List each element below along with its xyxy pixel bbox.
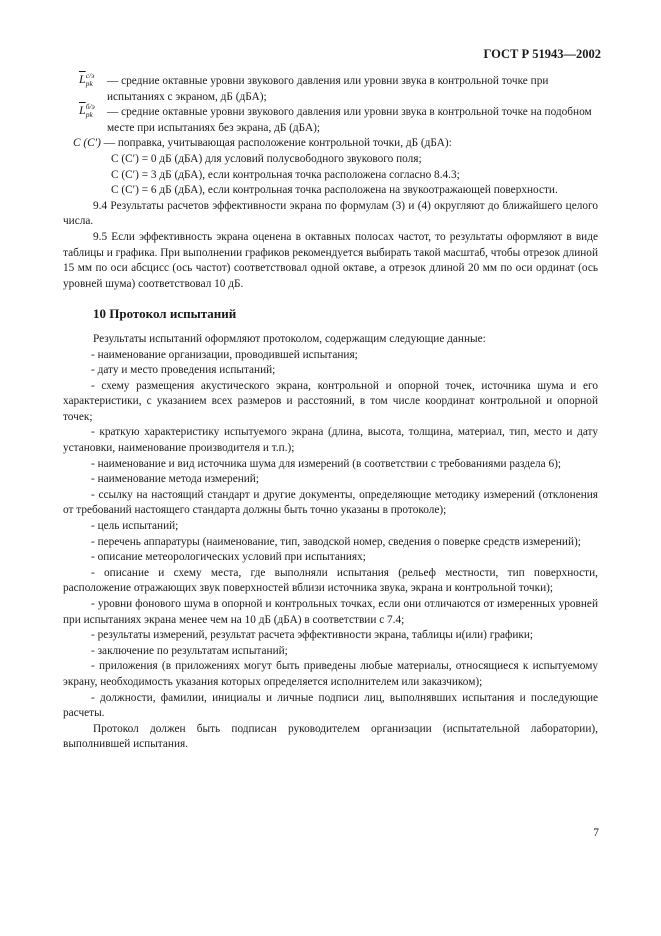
list-item: - схему размещения акустического экрана, контрольной и опорной точек, источника шума и его характеристики, с указанием всех размеров и расстояний, в том числе координат контрольной и опорной точек; bbox=[63, 379, 598, 423]
list-item: - ссылку на настоящий стандарт и другие документы, определяющие методику измерений (отклонения от требований настоящего стандарта должны быть точно указаны в протоколе); bbox=[63, 488, 598, 517]
definition-text: — средние октавные уровни звукового давления или уровни звука в контрольной точке при испытаниях с экраном, дБ (дБА); bbox=[107, 75, 549, 103]
list-item: - перечень аппаратуры (наименование, тип, заводской номер, сведения о поверке средств измерений); bbox=[91, 535, 581, 548]
c-value-line: C (C′) = 3 дБ (дБА), если контрольная точка расположена согласно 8.4.3; bbox=[111, 168, 460, 181]
intro-paragraph: Результаты испытаний оформляют протоколом, содержащим следующие данные: bbox=[93, 332, 486, 345]
paragraph-9-4: 9.4 Результаты расчетов эффективности экрана по формулам (3) и (4) округляют до ближайшего целого числа. bbox=[63, 199, 598, 228]
list-item: - описание метеорологических условий при испытаниях; bbox=[91, 551, 366, 564]
definition-c bbox=[63, 136, 598, 152]
definition-text: — поправка, учитывающая расположение контрольной точки, дБ (дБА): bbox=[103, 137, 452, 150]
list-item: - уровни фонового шума в опорной и контрольных точках, если они отличаются от измеренных уровней при испытаниях экрана менее чем на 10 дБ (дБА) в соответствии с 7.4; bbox=[63, 598, 598, 626]
list-item: - наименование метода измерений; bbox=[91, 473, 259, 486]
list-item: - описание и схему места, где выполняли испытания (рельеф местности, тип поверхности, расположение отражающих звук поверхностей вблизи источника звука, экрана и контрольной точки); bbox=[63, 566, 598, 595]
page-number: 7 bbox=[593, 827, 599, 839]
list-item: - приложения (в приложениях могут быть приведены любые материалы, относящиеся к испытуемому экрану, необходимость указания которых определяется исполнителем или заказчиком); bbox=[63, 660, 598, 688]
list-item: - должности, фамилии, инициалы и личные подписи лиц, выполнявших испытания и последующие расчеты. bbox=[63, 691, 598, 720]
list-item: - цель испытаний; bbox=[91, 520, 179, 533]
list-item: - заключение по результатам испытаний; bbox=[91, 644, 288, 657]
list-item: - результаты измерений, результат расчета эффективности экрана, таблицы и(или) графики; bbox=[91, 629, 534, 642]
list-item: - краткую характеристику испытуемого экрана (длина, высота, толщина, материал, тип, место и дату установки, наименование производителя и т.п.); bbox=[63, 426, 598, 455]
c-value-line: C (C′) = 6 дБ (дБА), если контрольная точка расположена на звукоотражающей поверхности. bbox=[111, 184, 558, 197]
list-item: - наименование организации, проводившей испытания; bbox=[91, 348, 358, 361]
symbol-l-without-screen: $\overline{L}$ б/э pk bbox=[79, 102, 95, 120]
symbol-c: C (C′) bbox=[73, 137, 101, 150]
paragraph-9-5: 9.5 Если эффективность экрана оценена в октавных полосах частот, то результаты оформляют в виде таблицы и графика. При выполнении графиков рекомендуется выбирать такой масштаб, чтобы отрезок длиной 15 мм по оси абсцисс (ось частот) соответствовал одной октаве, а отрезок длиной 20 мм по оси ординат (ось уровней шума) соответствовал 10 дБ. bbox=[63, 230, 598, 290]
standard-header: ГОСТ Р 51943—2002 bbox=[483, 47, 601, 61]
section-title: 10 Протокол испытаний bbox=[93, 306, 237, 322]
symbol-l-with-screen: $\overline{L}$ с/э pk bbox=[79, 71, 95, 89]
definition-l-with-screen bbox=[63, 71, 598, 105]
list-item: - наименование и вид источника шума для измерений (в соответствии с требованиями раздела 6); bbox=[91, 457, 562, 470]
closing-paragraph: Протокол должен быть подписан руководителем организации (испытательной лаборатории), выполнившей испытания. bbox=[63, 722, 598, 751]
list-item: - дату и место проведения испытаний; bbox=[91, 364, 276, 377]
c-value-line: C (C′) = 0 дБ (дБА) для условий полусвободного звукового поля; bbox=[111, 152, 422, 165]
page-content bbox=[63, 71, 598, 753]
definition-l-without-screen bbox=[63, 102, 598, 136]
definition-text: — средние октавные уровни звукового давления или уровни звука в контрольной точке на подобном месте при испытаниях без экрана, дБ (дБА); bbox=[107, 106, 592, 134]
